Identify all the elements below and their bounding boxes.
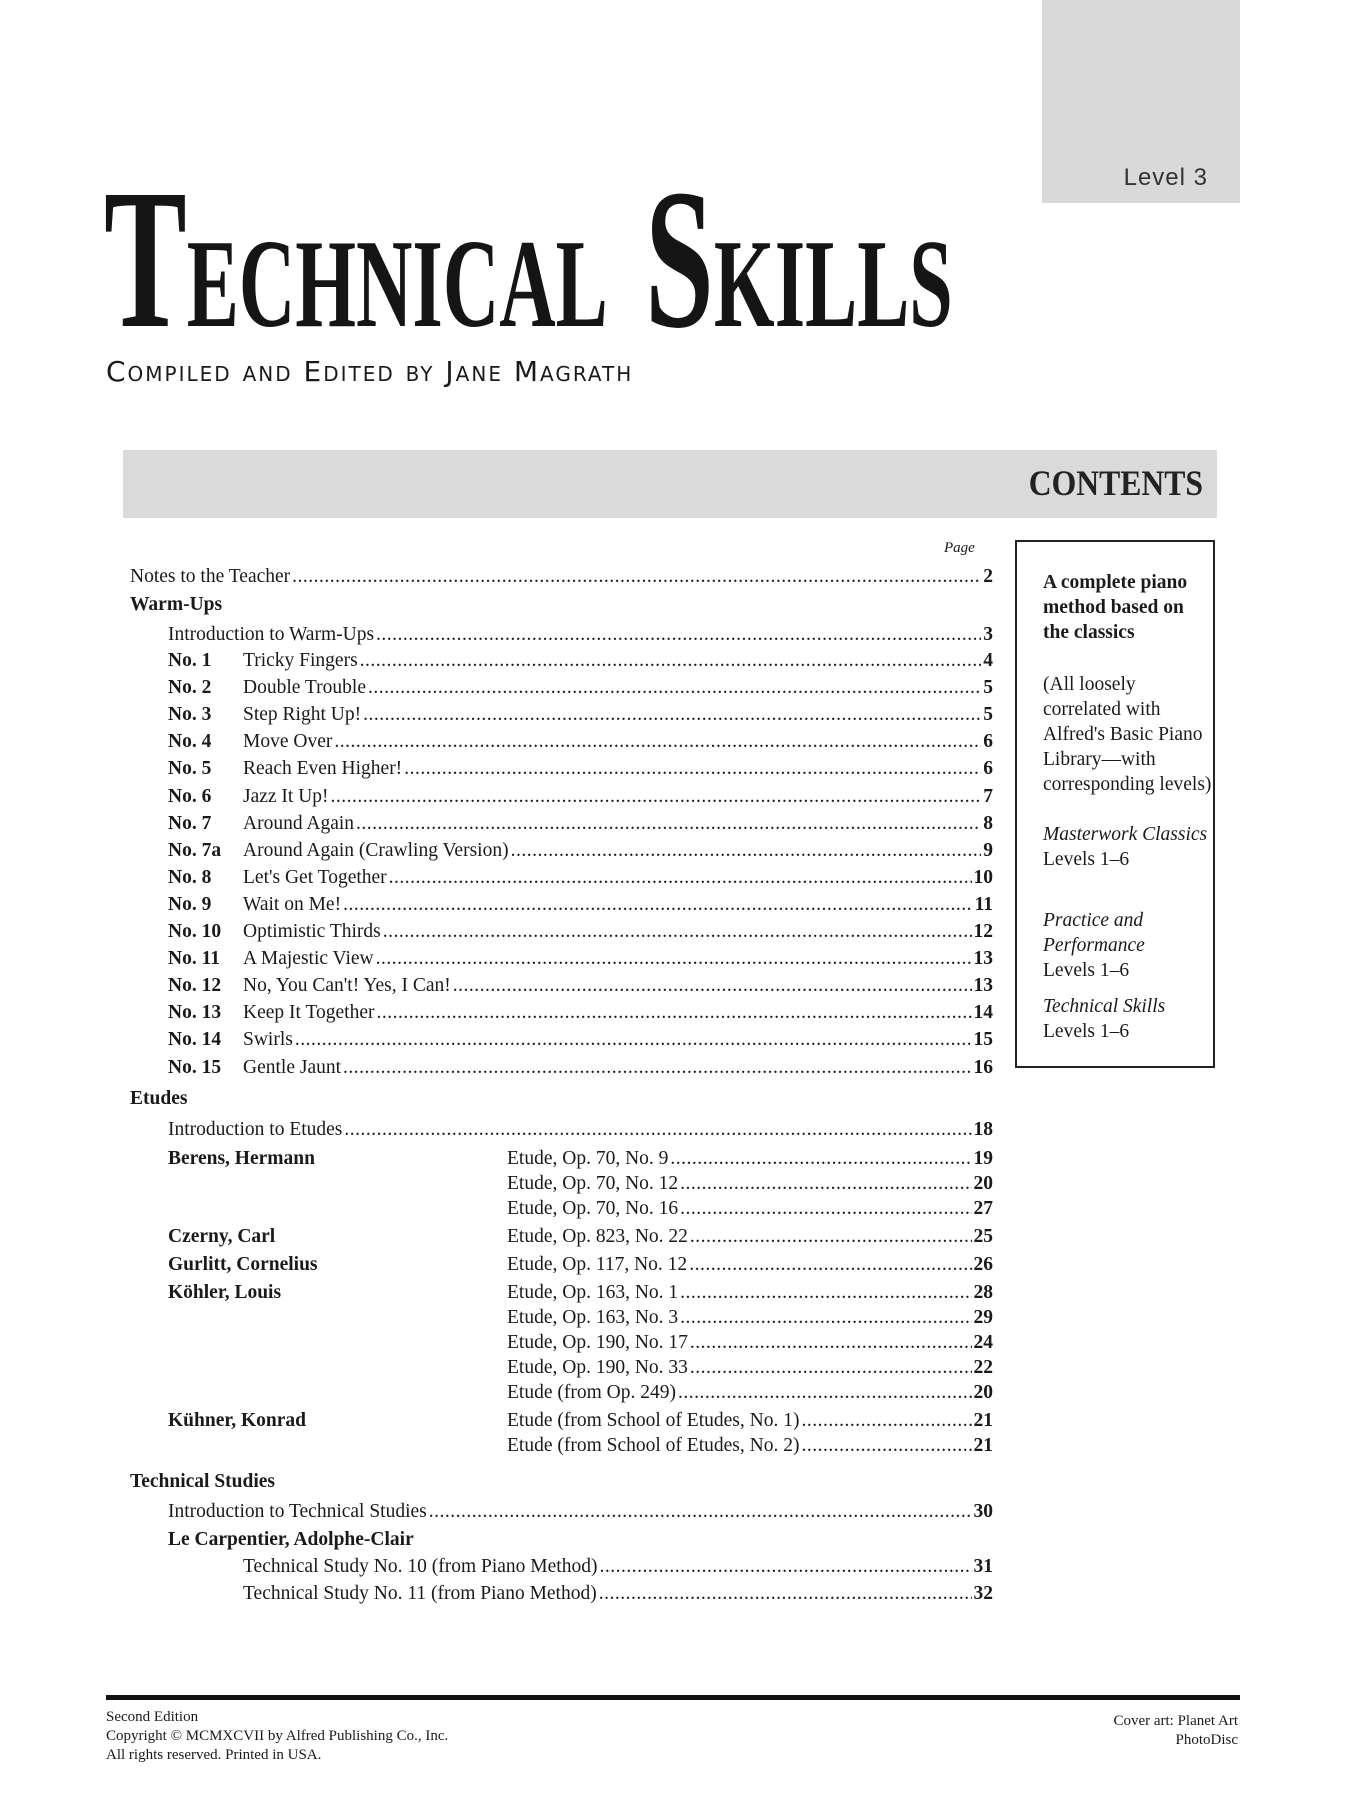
leader-dots	[680, 1305, 971, 1331]
entry-title: Move Over	[243, 731, 333, 753]
toc-row	[168, 702, 993, 728]
sidebar-series-levels: Levels 1–6	[1043, 849, 1130, 870]
composer-name: Gurlitt, Cornelius	[168, 1254, 318, 1275]
page-number: 31	[973, 1556, 993, 1577]
entry-title: Etude, Op. 70, No. 12	[507, 1173, 679, 1194]
leader-dots	[343, 892, 972, 918]
entry-number: No. 3	[168, 704, 212, 726]
leader-dots	[689, 1252, 971, 1278]
toc-row	[507, 1408, 993, 1434]
level-tab	[1042, 0, 1240, 203]
toc-row	[243, 1581, 993, 1607]
toc-row	[168, 784, 993, 810]
level-label: Level 3	[1123, 164, 1208, 191]
page-number: 28	[973, 1282, 993, 1303]
leader-dots	[678, 1380, 972, 1406]
sidebar-series-levels: Levels 1–6	[1043, 960, 1130, 981]
toc-row	[507, 1305, 993, 1331]
leader-dots	[680, 1280, 971, 1306]
title-cap-1: T	[104, 149, 187, 370]
entry-title: Etude (from Op. 249)	[507, 1382, 676, 1403]
section-heading: Etudes	[130, 1088, 188, 1109]
leader-dots	[356, 811, 981, 837]
leader-dots	[670, 1146, 971, 1172]
page-number: 21	[973, 1410, 993, 1431]
page-number: 11	[974, 893, 993, 915]
toc-row	[168, 622, 993, 648]
toc-row	[168, 756, 993, 782]
entry-number: No. 15	[168, 1056, 222, 1078]
page-number: 25	[973, 1226, 993, 1247]
copyright-text: Copyright © MCMXCVII by Alfred Publishing Co., Inc.	[106, 1728, 449, 1744]
leader-dots	[404, 756, 981, 782]
page-number: 15	[973, 1029, 993, 1051]
leader-dots	[453, 973, 972, 999]
entry-title: Around Again	[243, 812, 355, 834]
page-number: 10	[973, 866, 993, 888]
entry-title: Technical Study No. 10 (from Piano Method)	[243, 1556, 598, 1577]
edition-text: Second Edition	[106, 1709, 199, 1725]
entry-number: No. 10	[168, 921, 222, 942]
entry-title: Let's Get Together	[243, 866, 387, 888]
entry-number: No. 11	[168, 948, 221, 970]
page-number: 32	[973, 1583, 993, 1604]
page-number: 4	[983, 650, 993, 671]
entry-title: Etude, Op. 163, No. 1	[507, 1282, 679, 1303]
page-number: 21	[973, 1435, 993, 1456]
composer-name: Kühner, Konrad	[168, 1410, 306, 1431]
leader-dots	[429, 1499, 972, 1525]
sidebar-intro: A complete piano method based on the classics	[1043, 572, 1188, 643]
toc-row	[168, 1055, 993, 1081]
entry-number: No. 5	[168, 758, 212, 780]
entry-number: No. 2	[168, 677, 212, 699]
page-number: 6	[983, 731, 993, 753]
page-number: 16	[973, 1056, 993, 1078]
contents-bar	[123, 450, 1217, 518]
page-column-header: Page	[944, 540, 975, 556]
entry-number: No. 8	[168, 866, 212, 888]
rights-text: All rights reserved. Printed in USA.	[106, 1747, 322, 1763]
page-number: 20	[973, 1173, 993, 1194]
toc-row	[168, 1499, 993, 1525]
page-number: 27	[973, 1198, 993, 1219]
leader-dots	[334, 729, 981, 755]
entry-number: No. 14	[168, 1029, 222, 1051]
leader-dots	[360, 648, 982, 674]
entry-title: Introduction to Technical Studies	[168, 1501, 427, 1522]
title-rest-2: KILLS	[713, 215, 953, 354]
toc-row	[168, 729, 993, 755]
title-rest-1: ECHNICAL	[186, 215, 608, 354]
leader-dots	[363, 702, 981, 728]
toc-row	[130, 564, 993, 590]
entry-title: Step Right Up!	[243, 704, 362, 726]
sidebar-series-name: Technical Skills	[1043, 996, 1166, 1017]
entry-number: No. 6	[168, 785, 212, 807]
page-number: 8	[983, 812, 993, 834]
photodisc-credit: PhotoDisc	[1175, 1732, 1238, 1748]
book-title	[104, 149, 953, 370]
entry-title: Etude, Op. 823, No. 22	[507, 1226, 688, 1247]
leader-dots	[331, 784, 982, 810]
toc-row	[507, 1171, 993, 1197]
entry-title: A Majestic View	[243, 948, 374, 970]
leader-dots	[376, 1000, 971, 1026]
toc-row	[507, 1355, 993, 1381]
toc-row	[168, 919, 993, 945]
entry-title: Around Again (Crawling Version)	[243, 839, 509, 861]
page-number: 2	[983, 566, 993, 587]
entry-title: Introduction to Etudes	[168, 1119, 343, 1140]
leader-dots	[690, 1330, 972, 1356]
page-number: 22	[973, 1357, 993, 1378]
toc-row	[168, 865, 993, 891]
footer-right	[1113, 1712, 1238, 1750]
page-number: 26	[973, 1254, 993, 1275]
leader-dots	[680, 1196, 971, 1222]
entry-number: No. 13	[168, 1002, 222, 1024]
sidebar-note: (All loosely correlated with Alfred's Basic Piano Library—with corresponding levels)	[1043, 674, 1212, 795]
page-number: 6	[983, 758, 993, 780]
page-number: 20	[973, 1382, 993, 1403]
page-number: 18	[973, 1119, 993, 1140]
page-number: 5	[983, 704, 993, 726]
entry-title: Technical Study No. 11 (from Piano Method)	[243, 1583, 597, 1604]
series-sidebar	[1015, 540, 1215, 1068]
toc-row	[168, 892, 993, 918]
entry-title: Gentle Jaunt	[243, 1056, 342, 1078]
entry-title: Introduction to Warm-Ups	[168, 624, 375, 645]
cover-art-credit: Cover art: Planet Art	[1113, 1713, 1238, 1729]
page-number: 7	[983, 785, 993, 807]
leader-dots	[376, 622, 981, 648]
toc-row	[168, 946, 993, 972]
toc-row	[168, 838, 993, 864]
toc-row	[507, 1280, 993, 1306]
entry-number: No. 12	[168, 975, 222, 997]
toc-row	[168, 675, 993, 701]
entry-title: Swirls	[243, 1029, 293, 1051]
page-number: 3	[983, 624, 993, 645]
toc-row	[168, 1117, 993, 1143]
leader-dots	[344, 1117, 971, 1143]
section-heading: Warm-Ups	[130, 594, 223, 615]
footer-left	[106, 1708, 448, 1765]
entry-number: No. 9	[168, 893, 212, 915]
entry-title: Wait on Me!	[243, 893, 342, 915]
toc-row	[243, 1554, 993, 1580]
leader-dots	[680, 1171, 971, 1197]
page-number: 29	[973, 1307, 993, 1328]
entry-title: Tricky Fingers	[243, 650, 358, 671]
entry-title: Etude, Op. 70, No. 16	[507, 1198, 679, 1219]
toc-row	[168, 648, 993, 674]
page-number: 30	[973, 1501, 993, 1522]
toc-row	[168, 811, 993, 837]
leader-dots	[801, 1433, 971, 1459]
composer-name: Le Carpentier, Adolphe-Clair	[168, 1529, 414, 1550]
toc-row	[507, 1196, 993, 1222]
entry-title: Jazz It Up!	[243, 785, 329, 807]
toc-row	[168, 1027, 993, 1053]
entry-title: Etude (from School of Etudes, No. 1)	[507, 1410, 800, 1431]
leader-dots	[295, 1027, 972, 1053]
entry-title: Etude, Op. 117, No. 12	[507, 1254, 688, 1275]
entry-title: Reach Even Higher!	[243, 758, 403, 780]
entry-title: Etude, Op. 163, No. 3	[507, 1307, 679, 1328]
toc-row	[507, 1146, 993, 1172]
sidebar-series-name: Practice and Performance	[1043, 910, 1145, 956]
title-cap-2: S	[644, 149, 714, 370]
leader-dots	[368, 675, 981, 701]
composer-name: Köhler, Louis	[168, 1282, 282, 1303]
page-number: 24	[973, 1332, 993, 1353]
leader-dots	[292, 564, 981, 590]
composer-name: Berens, Hermann	[168, 1148, 315, 1169]
entry-title: Etude, Op. 70, No. 9	[507, 1148, 669, 1169]
toc-row	[507, 1224, 993, 1250]
toc-row	[507, 1252, 993, 1278]
toc-row	[507, 1330, 993, 1356]
entry-title: Keep It Together	[243, 1002, 375, 1024]
leader-dots	[389, 865, 972, 891]
page-number: 12	[973, 921, 993, 942]
leader-dots	[801, 1408, 971, 1434]
entry-number: No. 1	[168, 650, 212, 671]
entry-number: No. 4	[168, 731, 212, 753]
entry-number: No. 7a	[168, 839, 222, 861]
leader-dots	[383, 919, 972, 945]
leader-dots	[599, 1554, 971, 1580]
page-number: 13	[973, 975, 993, 997]
entry-title: Etude, Op. 190, No. 17	[507, 1332, 688, 1353]
toc-row	[507, 1433, 993, 1459]
leader-dots	[343, 1055, 971, 1081]
leader-dots	[599, 1581, 972, 1607]
leader-dots	[690, 1355, 972, 1381]
leader-dots	[511, 838, 982, 864]
toc-row	[168, 1000, 993, 1026]
leader-dots	[690, 1224, 972, 1250]
book-subtitle: Compiled and Edited by Jane Magrath	[106, 355, 634, 388]
page-number: 14	[973, 1002, 993, 1024]
composer-name: Czerny, Carl	[168, 1226, 276, 1247]
toc-row	[507, 1380, 993, 1406]
toc-row	[168, 973, 993, 999]
page-number: 13	[973, 948, 993, 970]
contents-heading: CONTENTS	[1028, 463, 1203, 503]
page-number: 5	[983, 677, 993, 699]
entry-title: No, You Can't! Yes, I Can!	[243, 975, 451, 997]
sidebar-series-levels: Levels 1–6	[1043, 1021, 1130, 1042]
entry-title: Optimistic Thirds	[243, 921, 381, 942]
footer-rule	[106, 1695, 1240, 1700]
entry-title: Double Trouble	[243, 677, 366, 699]
page-number: 19	[973, 1148, 993, 1169]
entry-title: Etude, Op. 190, No. 33	[507, 1357, 688, 1378]
section-heading: Technical Studies	[130, 1471, 276, 1492]
entry-title: Etude (from School of Etudes, No. 2)	[507, 1435, 800, 1456]
leader-dots	[376, 946, 972, 972]
entry-number: No. 7	[168, 812, 212, 834]
page-number: 9	[983, 839, 993, 861]
entry-title: Notes to the Teacher	[130, 566, 291, 587]
sidebar-series-name: Masterwork Classics	[1043, 824, 1208, 845]
